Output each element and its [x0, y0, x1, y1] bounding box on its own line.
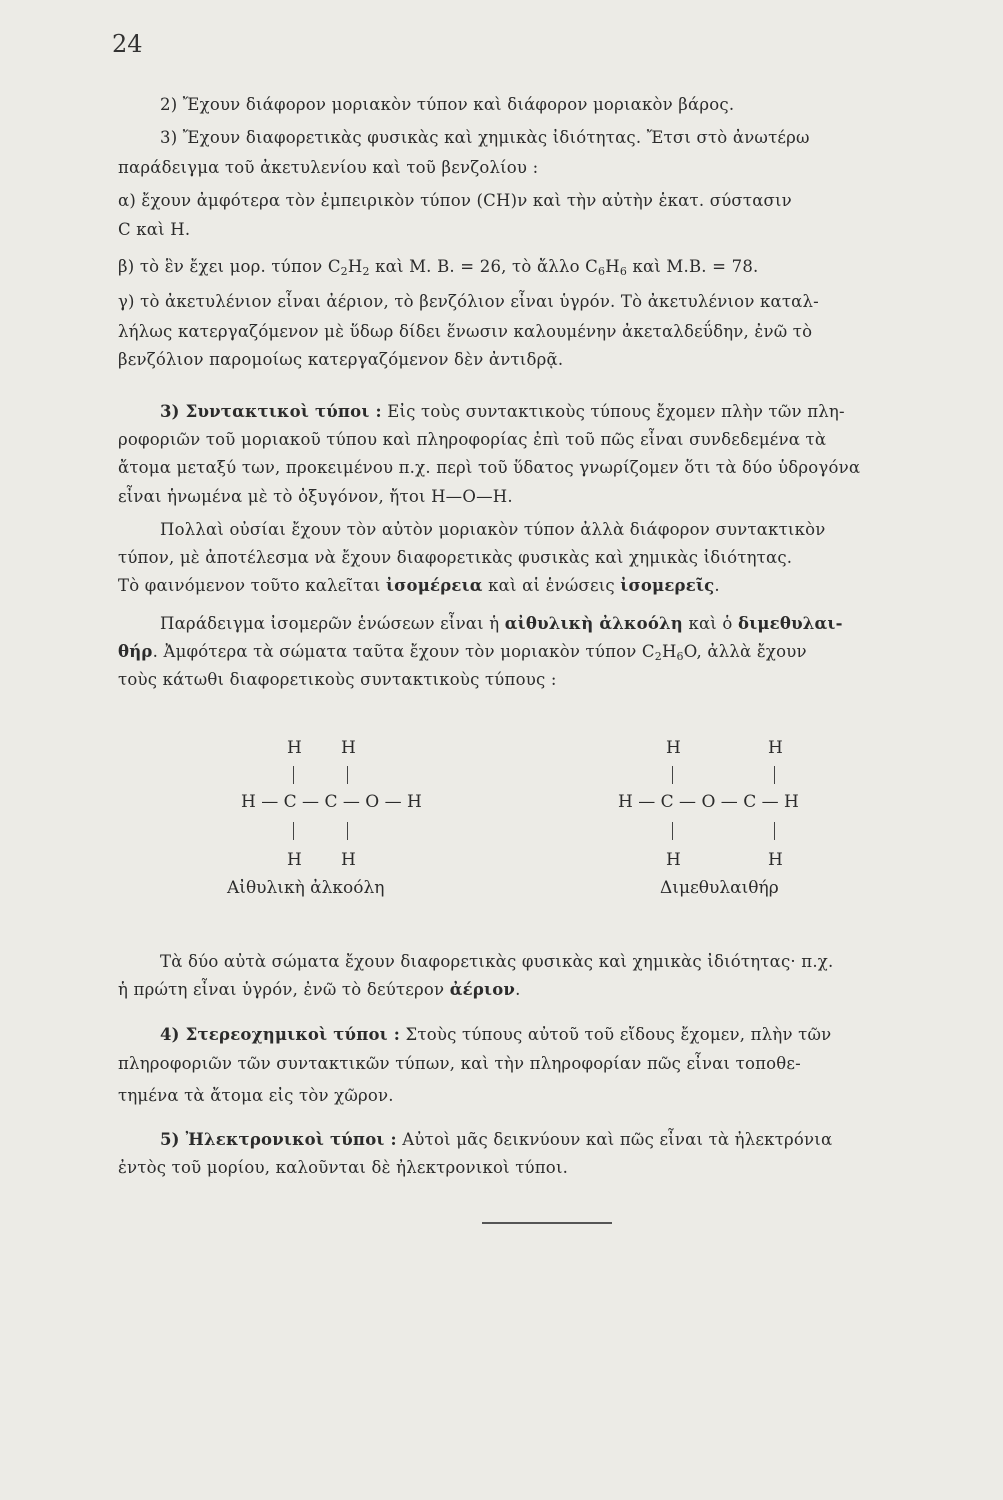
text-line: γ) τὸ ἀκετυλένιον εἶναι ἀέριον, τὸ βενζόλιον εἶναι ὑγρόν. Τὸ ἀκετυλένιον καταλ- [118, 292, 819, 311]
text-line: C καὶ H. [118, 220, 191, 239]
text-line: ροφοριῶν τοῦ μοριακοῦ τύπου καὶ πληροφορίας ἐπὶ τοῦ πῶς εἶναι συνδεδεμένα τὰ [118, 430, 827, 449]
text-line: πληροφοριῶν τῶν συντακτικῶν τύπων, καὶ τὴν πληροφορίαν πῶς εἶναι τοποθε- [118, 1054, 801, 1073]
text-line: παράδειγμα τοῦ ἀκετυλενίου καὶ τοῦ βενζολίου : [118, 158, 539, 177]
bond-line [672, 822, 673, 840]
text-line: τύπον, μὲ ἀποτέλεσμα νὰ ἔχουν διαφορετικὰς φυσικὰς καὶ χημικὰς ἰδιότητας. [118, 548, 793, 567]
bond-line [347, 766, 348, 784]
text-line: α) ἔχουν ἀμφότερα τὸν ἐμπειρικὸν τύπον (CH)ν καὶ τὴν αὐτὴν ἑκατ. σύστασιν [118, 191, 792, 210]
section-heading: 4) Στερεοχημικοὶ τύποι : [160, 1025, 401, 1044]
text-line: ἄτομα μεταξύ των, προκειμένου π.χ. περὶ τοῦ ὕδατος γνωρίζομεν ὅτι τὰ δύο ὑδρογόνα [118, 458, 861, 477]
text-line: ἐντὸς τοῦ μορίου, καλοῦνται δὲ ἠλεκτρονικοὶ τύποι. [118, 1158, 569, 1177]
ethanol-caption: Αἰθυλικὴ ἀλκοόλη [227, 878, 385, 898]
page-number: 24 [112, 30, 143, 58]
text-line: ἡ πρώτη εἶναι ὑγρόν, ἐνῶ τὸ δεύτερον ἀέριον. [118, 980, 521, 999]
text-line: λήλως κατεργαζόμενον μὲ ὕδωρ δίδει ἕνωσιν καλουμένην ἀκεταλδεΰδην, ἐνῶ τὸ [118, 322, 813, 341]
section-heading: 5) Ἠλεκτρονικοὶ τύποι : [160, 1130, 397, 1149]
section-heading: 3) Συντακτικοὶ τύποι : [160, 402, 382, 421]
text-line: τοὺς κάτωθι διαφορετικοὺς συντακτικοὺς τύπους : [118, 670, 557, 689]
bond-line [774, 766, 775, 784]
text-line: β) τὸ ἓν ἔχει μορ. τύπον $C_2H_2$ καὶ M. B. = 26, τὸ ἄλλο $C_6H_6$ καὶ M.B. = 78. [118, 257, 759, 278]
text-line: Πολλαὶ οὐσίαι ἔχουν τὸν αὐτὸν μοριακὸν τύπον ἀλλὰ διάφορον συντακτικὸν [160, 520, 826, 539]
section-heading-line: 5) Ἠλεκτρονικοὶ τύποι : Αὐτοὶ μᾶς δεικνύουν καὶ πῶς εἶναι τὰ ἠλεκτρόνια [160, 1130, 833, 1149]
section-heading-line: 4) Στερεοχημικοὶ τύποι : Στοὺς τύπους αὐτοῦ τοῦ εἴδους ἔχομεν, πλὴν τῶν [160, 1025, 832, 1044]
bond-line [347, 822, 348, 840]
dimethyl-ether-caption: Διμεθυλαιθήρ [660, 878, 779, 898]
text-line: 2) Ἔχουν διάφορον μοριακὸν τύπον καὶ διάφορον μοριακὸν βάρος. [160, 95, 735, 114]
bond-line [293, 766, 294, 784]
text-line: βενζόλιον παρομοίως κατεργαζόμενον δὲν ἀντιδρᾷ. [118, 350, 564, 369]
text-line: Τὰ δύο αὐτὰ σώματα ἔχουν διαφορετικὰς φυσικὰς καὶ χημικὰς ἰδιότητας· π.χ. [160, 952, 834, 971]
text-line: Παράδειγμα ἰσομερῶν ἑνώσεων εἶναι ἡ αἰθυλικὴ ἀλκοόλη καὶ ὁ διμεθυλαι- [160, 614, 843, 633]
text-line: Τὸ φαινόμενον τοῦτο καλεῖται ἰσομέρεια καὶ αἱ ἑνώσεις ἰσομερεῖς. [118, 576, 720, 595]
section-heading-line: 3) Συντακτικοὶ τύποι : Εἰς τοὺς συντακτικοὺς τύπους ἔχομεν πλὴν τῶν πλη- [160, 402, 845, 421]
bond-line [774, 822, 775, 840]
text-line: θήρ. Ἀμφότερα τὰ σώματα ταῦτα ἔχουν τὸν μοριακὸν τύπον $C_2H_6O$, ἀλλὰ ἔχουν [118, 642, 807, 663]
bond-line [672, 766, 673, 784]
end-rule-divider [482, 1222, 612, 1224]
bond-line [293, 822, 294, 840]
text-line: 3) Ἔχουν διαφορετικὰς φυσικὰς καὶ χημικὰς ἰδιότητας. Ἔτσι στὸ ἀνωτέρω [160, 128, 810, 147]
text-line: τημένα τὰ ἄτομα εἰς τὸν χῶρον. [118, 1086, 394, 1105]
text-line: εἶναι ἡνωμένα μὲ τὸ ὀξυγόνον, ἤτοι H—O—H. [118, 487, 513, 506]
